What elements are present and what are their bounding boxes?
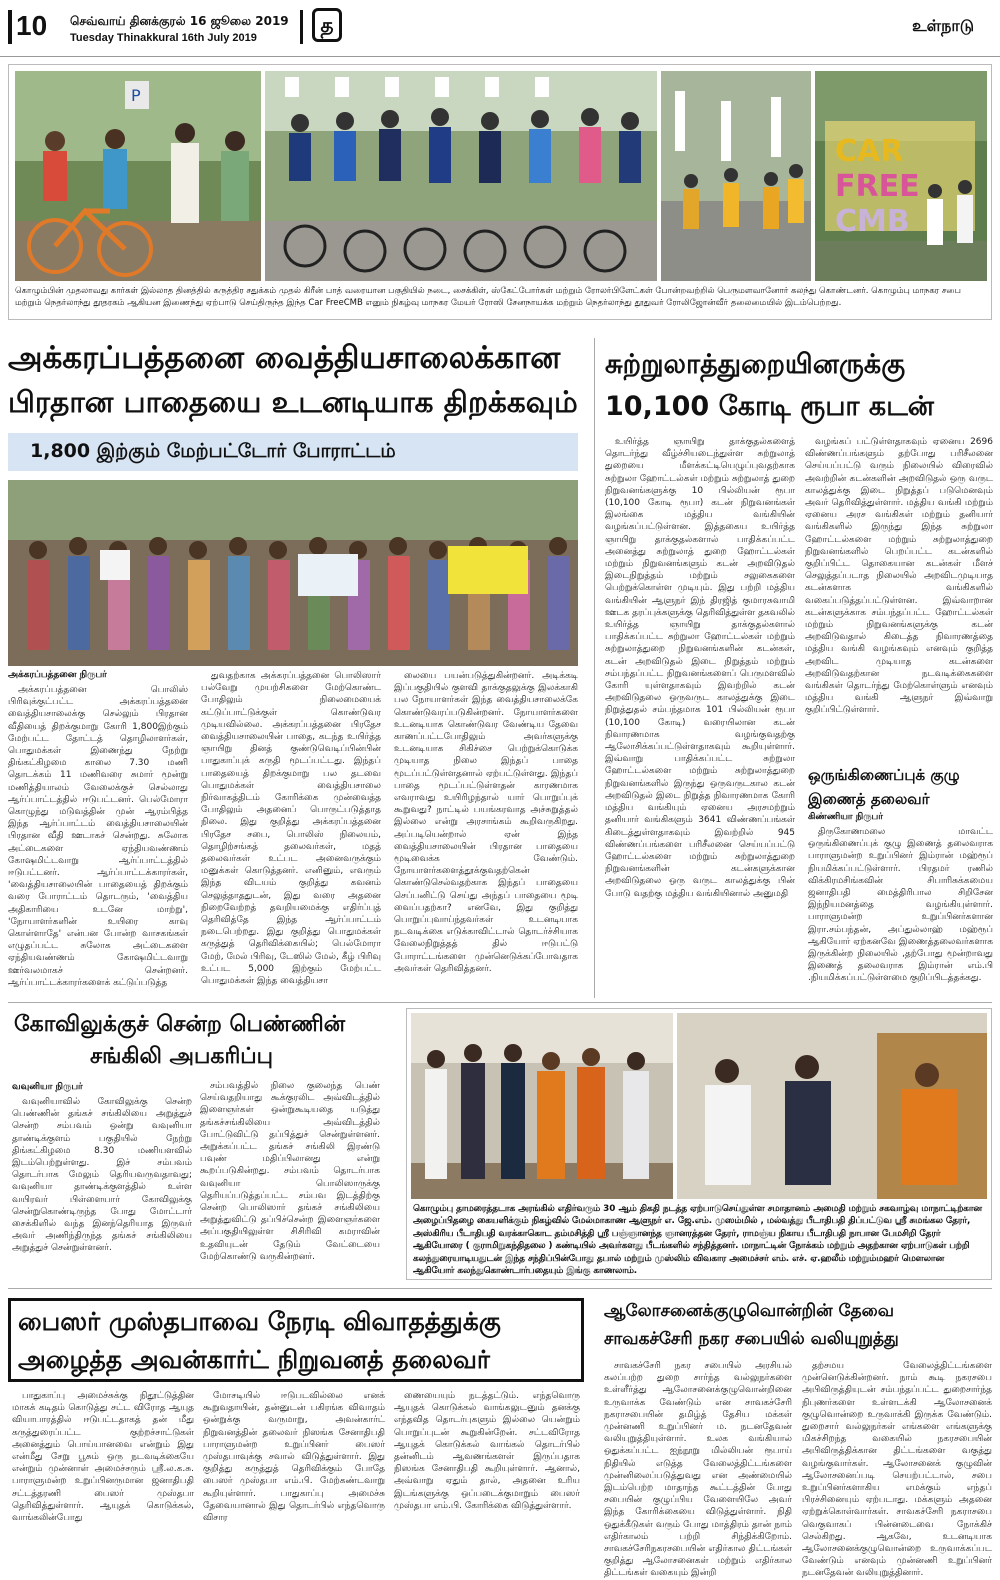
article5-col1-text: பாதுகாப்பு அமைச்சுக்கு நிதூட்டுத்தின மாகக் கடிதம் கொடுத்து சட்ட விரோத ஆயுத வியாபாரத்தில் ஈடுபட்டதாகத் தன் மீது கருத்துரைப்பட்ட குற்றச்சாட்டுகள் அனைத்தும் பொய்யானவை என்றும் இது என்மீது சேறு பூசும் ஒரு நடவடிக்கையே என்றும் முன்னாள் அமைச்சரும் ஸ்ரீ.ல.க.சு. பாராளுமன்ற உறுப்பினருமான ஜனாதிபதி சட்டத்தரணி பைஸர் முஸ்தபா தெரிவித்துள்ளார். ஆயுதக் கொடுக்கல், வாங்கலின்போது bbox=[12, 1391, 194, 1524]
top-photo-caption: கொழும்பின் முதலாவது கார்கள் இல்லாத தினத்தில் கருத்திர சதுக்கம் முதல் கிரீன் பாத் வரையான பகுதியில் நடை, சைக்கிள், ஸ்கேட்போர்கள் மற்றும் ரோலர்பிளேட்கள் போன்றவற்றில் பெருமளவானோர் கலந்து கொண்டனர். கொழும்பு மாநகர சபை மற்றும் நெதர்லாந்து தூதரகம் ஆகியன இணைந்து ஏற்பாடு செய்திருந்த இந்த Car FreeCMB எனும் நிகழ்வு மாநகர மேயர் ரோஸி சேனநாயக்க மற்றும் நெதர்லாந்து தூதுவர் ரோலிஜோன்வீர் தலைமையில் இடம்பெற்றது. bbox=[15, 286, 961, 308]
article4-column-2 bbox=[200, 1080, 380, 1280]
masthead bbox=[0, 0, 1000, 58]
section-name: உள்நாடு bbox=[912, 16, 974, 35]
article1-column-1 bbox=[8, 684, 188, 996]
photo-cyclists bbox=[265, 71, 657, 281]
top-photo-block bbox=[8, 64, 992, 320]
masthead-rule bbox=[0, 56, 1000, 57]
article3-body-text: திருகோணமலை மாவட்ட ஒருங்கிணைப்புக் குழு இணைத் தலைவராக பாராளுமன்ற உறுப்பினர் இம்ரான் மஹ்ரூப் நியமிக்கப்பட்டுள்ளார். பிரதமர் ரணில் விக்கிரமசிங்கவின் சிபாரிசுக்கமைய ஜனாதிபதி மைத்திரிபால சிறிசேன இந்நியமனத்தை வழங்கியுள்ளார். பாராளுமன்ற உறுப்பினர்களான இரா.சம்பந்தன், அப்துல்லாஹ் மஹ்ரூப் ஆகியோர் ஏற்கனவே இணைத்தலைவர்களாக இருக்கின்ற நிலையில் ,தற்போது மூன்றாவது இணைத் தலைவராக இம்ரான் எம்.பி .நியமிக்கப்பட்டுள்ளமை குறிப்பிடத்தக்கது. bbox=[808, 827, 993, 984]
article4-col1-text: வவுனியாவில் கோவிலுக்கு சென்ற பெண்ணின் தங்கச் சங்கிலியை அறுத்துச் சென்ற சம்பவம் ஒன்று வவுனியா தாண்டிக்குளம் பகுதியில் நேற்று திங்கட்கிழமை 8.30 மணியளவில் இடம்பெற்றுள்ளது. இச் சம்பவம் தொடர்பாக மேலும் தெரியவருவதாவது; வவுனியா தாண்டிக்குளத்தில் உள்ள வயிரவர் பிள்ளையார் கோவிலுக்கு சென்றுகொண்டிருந்த போது மோட்டார் சைக்கிளில் வந்த இனந்தெரியாத இருவர் அவர் அணிந்திருந்த தங்கச் சங்கிலியை அறுத்துச் சென்றுள்ளனர். bbox=[12, 1097, 192, 1254]
photo-event-left bbox=[411, 1013, 673, 1199]
article4-byline: வவுனியா நிருபர் bbox=[12, 1082, 83, 1092]
photo-bicycle-group bbox=[15, 71, 261, 281]
article2-headline-line2: 10,100 கோடி ரூபா கடன் bbox=[605, 391, 934, 422]
article2-col2-text: வழங்கப் பட்டுள்ளதாகவும் ஏனைய 2696 விண்ணப்பங்களும் தற்போது பரிசீலனை செய்யப்பட்டு வரும் நிலையில் விரைவில் அவற்றின் கடன்களின் அறவிடுதல் ஒரு வருட காலத்துக்கு இடை நிறுத்தப் படுமெனவும் அவர் தெரிவித்துள்ளார். மத்திய வங்கி மற்றும் ஏனைய அரச வங்கிகள் மற்றும் தனியார் வங்கிகளில் இருந்து இந்த சுற்றுலா ஹோட்டல்களை மற்றும் சுற்றுலாத்துறை நிறுவனங்களில் பெறப்பட்ட கடன்களில் குறிப்பிட்ட தொகையான கடன்கள் மீளச் செலுத்தப்படாத நிலையில் அறவிடமுடியாத கடன்களாக வங்கிகளில் வகைப்படுத்தப்பட்டுள்ளன. இவ்வாறான கடன்களுக்காக சம்பந்தப்பட்ட ஹோட்டல்கள் மற்றும் நிறுவனங்களுக்கு கடன் அறவிடுவதால் கிடைத்த நிவாரணத்தை மத்திய வங்கி வழங்கவும் எனவும் குறித்த அறவிட முடியாத கடன்களை அறவிடுவதற்கான நடவடிக்கைகளை வங்கிகள் தொடர்ந்து மேற்கொள்ளும் எனவும் மத்திய வங்கி ஆளுநர் இவ்வாறு குறிப்பிட்டுள்ளார். bbox=[805, 437, 993, 716]
page-number-bar bbox=[8, 10, 12, 44]
article6-column-2 bbox=[802, 1360, 992, 1579]
svg-text:CAR: CAR bbox=[835, 134, 904, 169]
event-photo-block bbox=[406, 1008, 992, 1280]
article6-headline-line1: ஆலோசனைக்குழுவொன்றின் தேவை bbox=[604, 1301, 894, 1321]
article1-column-3 bbox=[394, 670, 578, 996]
svg-text:FREE: FREE bbox=[835, 169, 920, 204]
article5-column-2 bbox=[203, 1390, 385, 1540]
article3-body bbox=[808, 826, 993, 998]
article2-headline-line1: சுற்றுலாத்துறையினருக்கு bbox=[605, 349, 906, 380]
article5-headline-line2: அழைத்த அவன்கார்ட் நிறுவனத் தலைவர் bbox=[18, 1345, 490, 1374]
photo-skaters bbox=[661, 71, 811, 281]
article3-headline-line2: இணைத் தலைவர் bbox=[808, 790, 930, 808]
article1-headline-line2: பிரதான பாதையை உடனடியாக திறக்கவும் bbox=[8, 385, 578, 419]
article2-col1-text: உயிர்த்த ஞாயிறு தாக்குதல்களைத் தொடர்ந்து வீழ்ச்சியடைந்துள்ள சுற்றுலாத் துறையை மீளக்கட்டியெழுப்புவதற்காக சுற்றுலா ஹோட்டல்கள் மற்றும் சுற்றுலாத் துறை நிறுவனங்களுக்கு 10 பில்லியன் ரூபா (10,100 கோடி ரூபா) கடன் நிறுவனங்கள் இலங்கை மத்திய வங்கியின் வழங்கப்பட்டுள்ளன. இத்தகைய உயிர்த்த ஞாயிறு தாக்குதல்களால் பாதிக்கப்பட்ட அனைத்து சுற்றுலாத் துறை ஹோட்டல்கள் மற்றும் நிறுவனங்களும் கடன் அறவிடுதல் இடைநிறுத்தம் மற்றும் சலுகைகளை பெற்றுக்கொள்ள முடியும். இது பற்றி மத்திய வங்கியின் ஆளுநர் இந் திரஜித் குமாரசுவாமி ஊடக தரப்புக்களுக்கு தெரிவித்துள்ள தகவலில் உயிர்த்த ஞாயிறு தாக்குதல்களால் பாதிக்கப்பட்ட சுற்றுலா ஹோட்டல்கள் மற்றும் சுற்றுலாத்துறை நிறுவனங்களின் கடன்கள், கடன் அறவிடுதல் இடை நிறுத்தம் மற்றும் சம்பந்தப்பட்ட நிறுவனங்களைப் பெருமளவில் கோரி யுள்ளதாகவும் இவற்றில் கடன் அறவிடுதலை ஒருவருட காலத்துக்கு இடை நிறுத்துதல் சம்பந்தமாக 101 பில்லியன் ரூபா (10,100 கோடி) வரையிலான கடன் நிவாரணமாக வழங்குவதற்கு ஆலோசிக்கப்பட்டுள்ளதாகவும் கூறியுள்ளார். இவ்வாறு பாதிக்கப்பட்ட சுற்றுலா ஹோட்டல்களை மற்றும் சுற்றுலாத்துறை நிறுவனங்களில் இருந்து ஒருவருடகால கடன் அறவிடுதல் இடை நிறுத்த நிவாரணமாக கோரி மத்திய வங்கியும் ஏனைய அரசமற்றும் தனியார் வங்கிகளும் 3641 விண்ணப்பங்கள் கிடைத்துள்ளதாகவும் இவற்றில் 945 விண்ணப்பங்களை பரிசீலனை செய்யப்பட்டு ஹோட்டல்களை மற்றும் சுற்றுலாத்துறை நிறுவனங்களின் கடன்களுக்கான அறவிடுதலை ஒரு வருட காலத்துக்கு பின் போடு வதற்கு மத்திய வங்கியினால் அனுமதி bbox=[605, 437, 795, 899]
date-english: Tuesday Thinakkural 16th July 2019 bbox=[70, 32, 257, 44]
article4-headline-line2: சங்கிலி அபகரிப்பு bbox=[90, 1044, 274, 1069]
article5-column-1 bbox=[12, 1390, 194, 1540]
article6-col1-text: சாவகச்சேரி நகர சபையில் அரசியல் கலப்பற்ற துறை சார்ந்த வல்லுநர்களை உள்ளீர்த்து ஆலோசனைக்குழுவொன்றினை உருவாக்க வேண்டும் என சாவகச்சேரி நகராசபையின் தமிழ்த் தேசிய மக்கள் முன்னணி உறுப்பினர் ம. நடனதேவன் வலியுறுத்தியுள்ளார். உலக வங்கியால் ஒதுக்கப்பட்ட ஐந்நூறு மில்லியன் ரூபாய் நிதியில் எடுத்த வேலைத்திட்டங்களை முன்னிலைப்படுத்துவது என அண்மையில் இடம்பெற்ற மாதாந்த கூட்டத்தின் போது சபையின் குழுப்பிய வேளையிலே அவர் இந்த கோரிக்கையை விடுத்துள்ளார். நிதி ஒதுக்கீடுகள் வரும் போது மாத்திரம் தான் நாம் எதிர்காலம் பற்றி சிந்திக்கிறோம். சாவகச்சேரிநகரசபையின் எதிர்கால திட்டங்கள் குறித்து ஆலோசனைகள் மற்றும் எதிர்கால திட்டங்கள் வகையும் இன்றி bbox=[604, 1361, 792, 1579]
article1-col1-text: அக்கரப்பத்தனை பொலிஸ் பிரிவுக்குட்பட்ட அக்கரப்பத்தனை வைத்தியசாலைக்கு செல்லும் பிரதான வீதியைத் திறக்குமாறு கோரி 1,800இற்கும் மேற்பட்ட தோட்டத் தொழிலாளர்கள், பொதுமக்கள் இணைந்து நேற்று திங்கட்கிழமை காலை 7.30 மணி தொடக்கம் 11 மணிவரை சுமார் மூன்று மணித்தியாலம் வேலைக்குச் செல்லாது ஆர்ப்பாட்டத்தில் ஈடுபட்டனர். பெல்மோரா கொழுந்து மடுவத்தின் முன் ஆரம்பித்த இந்த ஆர்ப்பாட்டம் வைத்தியசாலையின் பிரதான வீதி ஊடாகச் சென்றது. சுலோக அட்டைகளை ஏந்தியவண்ணம் கோஷமிட்டவாறு ஆர்ப்பாட்டத்தில் ஈடுபட்டனர். ஆர்ப்பாட்டக்காரர்கள், 'வைத்தியசாலையின் பாதையைத் திறக்கும் வரை போராட்டம் தொடரும், 'வைத்திய அதிகாரியை உடனே மாற்று', 'நோயாளர்களின் உயிரை காவு கொள்ளாதே' என்பன போன்ற வாசகங்கள் எழுதப்பட்ட சுலோக அட்டைகளை ஏந்தியவண்ணம் கோஷமிட்டவாறு ஊர்வலமாகச் சென்றனர். ஆர்ப்பாட்டக்காரர்களைக் கட்டுப்படுத்த bbox=[8, 685, 188, 988]
article4-headline-line1: கோவிலுக்குச் சென்ற பெண்ணின் bbox=[14, 1012, 346, 1037]
article5-col2-text: மோசடியில் ஈடுபடவில்லை எனக் கூறுவதாயின், தன்னுடன் பகிரங்க விவாதம் ஒன்றுக்கு வருமாறு, அவன்கார்ட் நிறுவனத்தின் தலைவர் நிஸங்க சேனாதிபதி பாராளுமன்ற உறுப்பினர் பைஸர் முஸ்தபாவுக்கு சவால் விடுத்துள்ளார். இது குறித்து கருத்துத் தெரிவிக்கும் போதே பைஸர் முஸ்தபா எம்.பி. மேற்கண்டவாறு கூறியுள்ளார். பாதுகாப்பு அமைச்சு தேவையானால் இது தொடர்பில் எந்தவொரு விசார bbox=[203, 1391, 385, 1524]
article1-subheadline: 1,800 இற்கும் மேற்பட்டோர் போராட்டம் bbox=[30, 440, 396, 462]
article5-column-3 bbox=[394, 1390, 580, 1540]
article1-headline-line1: அக்கரப்பத்தனை வைத்தியசாலைக்கான bbox=[8, 340, 561, 376]
section-divider-1 bbox=[8, 1002, 992, 1003]
article2-column-1 bbox=[605, 436, 795, 998]
article3-byline: கிண்ணியா நிருபர் bbox=[808, 812, 883, 822]
article6-column-1 bbox=[604, 1360, 792, 1579]
svg-text:CMB: CMB bbox=[835, 204, 910, 239]
thinakkural-logo-icon: த bbox=[312, 8, 342, 42]
article1-byline: அக்கரப்பத்தனை நிருபர் bbox=[8, 670, 107, 680]
article6-headline-line2: சாவகச்சேரி நகர சபையில் வலியுறுத்து bbox=[604, 1329, 899, 1349]
article1-column-2 bbox=[201, 670, 381, 996]
article1-col2-text: துவதற்காக அக்கரப்பத்தனை பொலிஸார் பல்வேறு முயற்சிகளை மேற்கொண்ட போதிலும் நிலைமையைக் கட்டுப்பாட்டுக்குள் கொண்டுவர முடியவில்லை. அக்கரப்பத்தனை பிரதேச வைத்தியசாலையின் பாதை, கடந்த உயிர்த்த ஞாயிறு தினத் குண்டுவெடிப்பின்பின் பாதுகாப்புக் கருதி மூடப்பட்டது. இந்தப் பாதையைத் திறக்குமாறு பல தடவை பொதுமக்கள் வைத்தியசாலை நிர்வாகத்திடம் கோரிக்கை முன்வைத்த போதிலும் அதனைப் பொருட்படுத்தாத நிலை. இது குறித்து அக்கரப்பத்தனை பிரதேச சபை, பொலிஸ் நிலையம், தொழிற்சங்கத் தலைவர்கள், மதத் தலைவர்கள் உட்பட அனைவருக்கும் மனுக்கள் கொடுத்தனர். எனினும், எவரும் இந்த விடயம் குறித்து கவனம் செலுத்தாததுடன், இது வரை அதனை நிறைவேற்றத் தவறியமைக்கு எதிர்ப்புத் தெரிவித்தே இந்த ஆர்ப்பாட்டம் நடைபெற்றது. இது குறித்து பொதுமக்கள் கருத்துத் தெரிவிக்கையில்; பெல்மோரா மேற், மேல் பிரிவு, டேஸில் மேல், கீழ் பிரிவு உட்பட 5,000 இற்கும் மேற்பட்ட பொதுமக்கள் இந்த வைத்தியசா bbox=[201, 671, 381, 987]
svg-text:P: P bbox=[131, 86, 141, 105]
page-number: 10 bbox=[16, 10, 48, 41]
article6-col2-text: தற்சமய வேலைத்திட்டங்களை முன்னெடுக்கின்றனர். நாம் கூடி நகரசபை அபிவிருத்தியுடன் சம்பந்தப்பட்ட துறைசார்ந்த நிபுணர்களை உள்ளடக்கி ஆலோசனைக் குழுவொன்றை உருவாக்கி இருக்க வேண்டும். துறைசார் வல்லுநர்கள் எங்களை எங்களுக்கு மிகச்சிறந்த வகையில் நகரசபையின் அபிவிருத்திக்கான திட்டங்களை வகுத்து வழங்குவார்கள். ஆலோசனைக் குழுவின் ஆலோசனைப்படி செயற்பட்டால், சபை உறுப்பினர்களாகிய எமக்கும் எந்தப் பிரச்சினையும் ஏற்படாது. மக்களும் அதனை ஏற்றுக்கொள்வார்கள். சாவகச்சேரி நகராசபை வெகுவாகப் பின்னடைவை நோக்கிச் செல்கிறது. ஆகவே, உடனடியாக ஆலோசனைக்குழுவொன்றை உருவாக்கப்பட வேண்டும் எனவும் முன்னணி உறுப்பினர் நடனதேவன் வலியுறுத்தினார். bbox=[802, 1361, 992, 1579]
photo-protest bbox=[8, 480, 578, 666]
section-divider-2 bbox=[8, 1288, 992, 1289]
date-tamil: செவ்வாய் தினக்குரல் 16 ஜூலை 2019 bbox=[70, 14, 289, 28]
event-photo-caption: கொழும்பு தாமரைத்தடாக அரங்கில் எதிர்வரும் 30 ஆம் திகதி நடத்த ஏற்பாடுசெய்துள்ள சமாதானம் அமைதி மற்றும் சகவாழ்வு மாநாட்டிற்கான அழைப்பிதழை கையளிக்கும் நிகழ்வில் மேல்மாகாண ஆளுநர் எ. ஜே.எம். முஸம்மில் , மல்வத்து பீடாதிபதி திப்பட்டுவ ஸ்ரீ சுமங்கல தேரர், அஸ்கிரிய பீடாதிபதி வரக்காகொட தம்மசித்தி ஸ்ரீ பஞ்ஞானந்த ஞானரத்தன தேரர், ராமஞ்ய நிகாய பீடாதிபதி நாபான பேமசிறி தேரர் ஆகியோரை ( குராமிறுகந்திதலை ) கண்டியில் அவர்களது பீடங்களில் சந்தித்தனர். மாநாட்டின் நோக்கம் மற்றும் அதற்கான ஏற்பாடுகள் பற்றி கலந்துரையாடியதுடன் இந்த சந்திப்பின்போது தபால் மற்றும் முஸ்லிம் விவகார அமைச்சர் எம். எச். ஏ.ஹலீம் மற்றும்மஹர் மௌலான ஆகியோர் கலந்துகொண்டார்பதையும் இங்கு காணலாம். bbox=[413, 1204, 982, 1277]
article2-column-2 bbox=[805, 436, 993, 758]
photo-car-free-sign bbox=[815, 71, 987, 281]
masthead-divider bbox=[300, 10, 303, 44]
column-divider bbox=[594, 338, 595, 998]
article1-col3-text: லையை பயன்படுத்துகின்றனர். அடிக்கடி இப்பகுதியில் குளவி தாக்குதலுக்கு இலக்காகி பல நோயாளர்கள் இந்த வைத்தியசாலைக்கே கொண்டுவரப்படுகின்றனர். நோயாளர்களை உடனடியாக கொண்டுவர வேண்டிய தேவை காணப்பட்டபோதிலும் அவர்களுக்கு உடனடியாக சிகிச்சை பெற்றுக்கொடுக்க முடியாத நிலை இந்தப் பாதை மூடப்பட்டுள்ளதனால் ஏற்பட்டுள்ளது. இந்தப் பாதை மூடப்பட்டுள்ளதன் காரணமாக எவராவது உயிரிழந்தால் யார் பொறுப்புக் கூறுவது? நாட்டில் பயங்கரவாத அச்சுறுத்தல் இல்லை என்று அரசாங்கம் கூறிவருகிறது. அப்படியென்றால் ஏன் இந்த வைத்தியசாலையின் பிரதான பாதையை மூடிவைக்க வேண்டும். நோயாளர்களைத்தூக்குவதற்கென் கொண்டுசெல்வதற்காக இந்தப் பாதையை செப்பனிட்டு செய்து அந்தப் பாதையை மூடி வைப்பதற்கா? எனவே, இது குறித்து பொறுப்புவாய்ந்தவர்கள் உடனடியாக நடவடிக்கை எடுக்காவிட்டால் தொடர்ச்சியாக வேலைநிறுத்தத் தில் ஈடுபட்டு போராட்டங்களை முன்னெடுக்கப்போவதாக அவர்கள் தெரிவித்தனர். bbox=[394, 671, 578, 974]
article4-column-1 bbox=[12, 1096, 192, 1280]
article5-col3-text: ணையையும் நடத்தட்டும். எந்தவொரு ஆயுதக் கொடுக்கல் வாங்கலுடனும் தனக்கு எந்தவித தொடர்புகளும் இல்லை யென்றும் பொறுப்புடன் கூறுகின்றேன். சட்டவிரோத ஆயுதக் கொடுக்கல் வாங்கல் தொடர்பில் தன்னிடம் ஆவணங்களள் இருப்பதாக நிஸங்க சேனாதிபதி கூறியுள்ளார். ஆனால், அவ்வாறு ஏதும் தால், அதனை உரிய இடங்களுக்கு ஒப்படைக்குமாறும் பைஸர் முஸ்தபா எம்.பி. கோரிக்கை விடுத்துள்ளார். bbox=[394, 1391, 580, 1511]
photo-event-right bbox=[677, 1013, 987, 1199]
article5-headline-line1: பைஸர் முஸ்தபாவை நேரடி விவாதத்துக்கு bbox=[18, 1307, 501, 1336]
article4-col2-text: சம்பவத்தில் நிலை குலைந்த பெண் செய்வதறியாது கூக்குரலிட அவ்விடத்தில் இளைஞர்கள் ஒன்றுகூடியதை யடுத்து தங்கச்சங்கிலியை அவ்விடத்தில் போட்டுவிட்டு தப்பித்துச் சென்றுள்ளனர். அறுக்கப்பட்ட தங்கச் சங்கிலி இரண்டு பவுண் மதிப்பிலானது என்று கூறப்படுகின்றது. சம்பவம் தொடர்பாக வவுனியா பொலிஸாருக்கு தெரியப்படுத்தப்பட்ட சம்பவ இடத்திற்கு சென்ற பொலிஸார் தங்கச் சங்கிலியை அறுத்துவிட்டு தப்பிச்சென்ற இளைஞர்களை அப்பகுதியிலுள்ள சிசிரிவி கமராவின் உதவியுடன் தேடும் வேட்டையை மேற்கொண்டு வருகின்றனர். bbox=[200, 1081, 380, 1262]
article3-headline-line1: ஒருங்கிணைப்புக் குழு bbox=[808, 766, 960, 784]
